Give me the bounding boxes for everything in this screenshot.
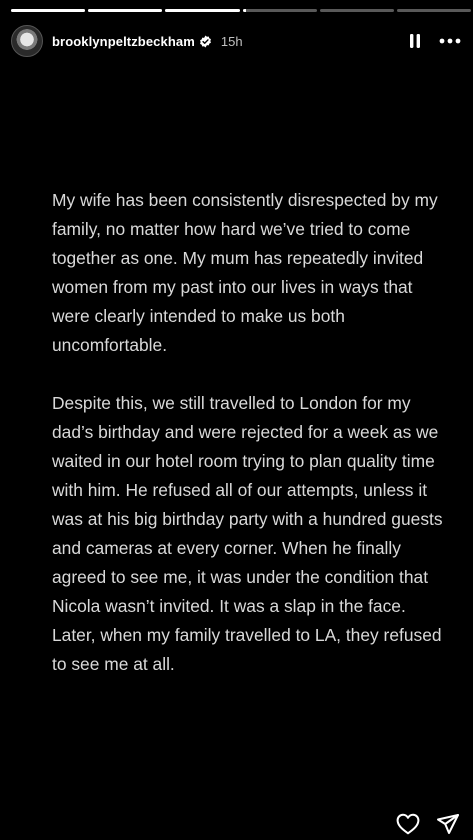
message-paragraph: Despite this, we still travelled to London for my dad’s birthday and were rejected for a week as we waited in our hotel room trying to plan quality time with him. He refused all of our attempts, unless it was at his big birthday party with a hundred guests and cameras at every corner. When he finally agreed to see me, it was under the condition that Nicola wasn’t invited. It was a slap in the face. Later, when my family travelled to LA, they refused to see me at all. [52,393,443,674]
send-icon [436,813,460,835]
more-options-button[interactable] [437,29,463,53]
like-button[interactable] [395,811,421,837]
pause-icon [408,33,422,49]
story-text [52,186,447,679]
progress-segment [165,9,239,12]
story-progress-bar [11,9,471,12]
progress-segment [11,9,85,12]
story-actions [395,811,461,837]
post-time: 15h [220,33,243,49]
share-button[interactable] [435,811,461,837]
verified-badge-icon [199,35,212,48]
more-options-icon [439,38,461,44]
progress-segment [320,9,394,12]
heart-icon [396,813,420,835]
progress-segment [397,9,471,12]
message-paragraph: My wife has been consistently disrespected by my family, no matter how hard we’ve tried to come together as one. My mum has repeatedly invited women from my past into our lives in ways that were clearly intended to make us both uncomfortable. [52,190,438,355]
pause-button[interactable] [403,29,427,53]
username[interactable]: brooklynpeltzbeckham [52,33,195,49]
avatar[interactable] [11,25,43,57]
story-header [11,24,463,58]
progress-segment [88,9,162,12]
progress-segment [243,9,317,12]
